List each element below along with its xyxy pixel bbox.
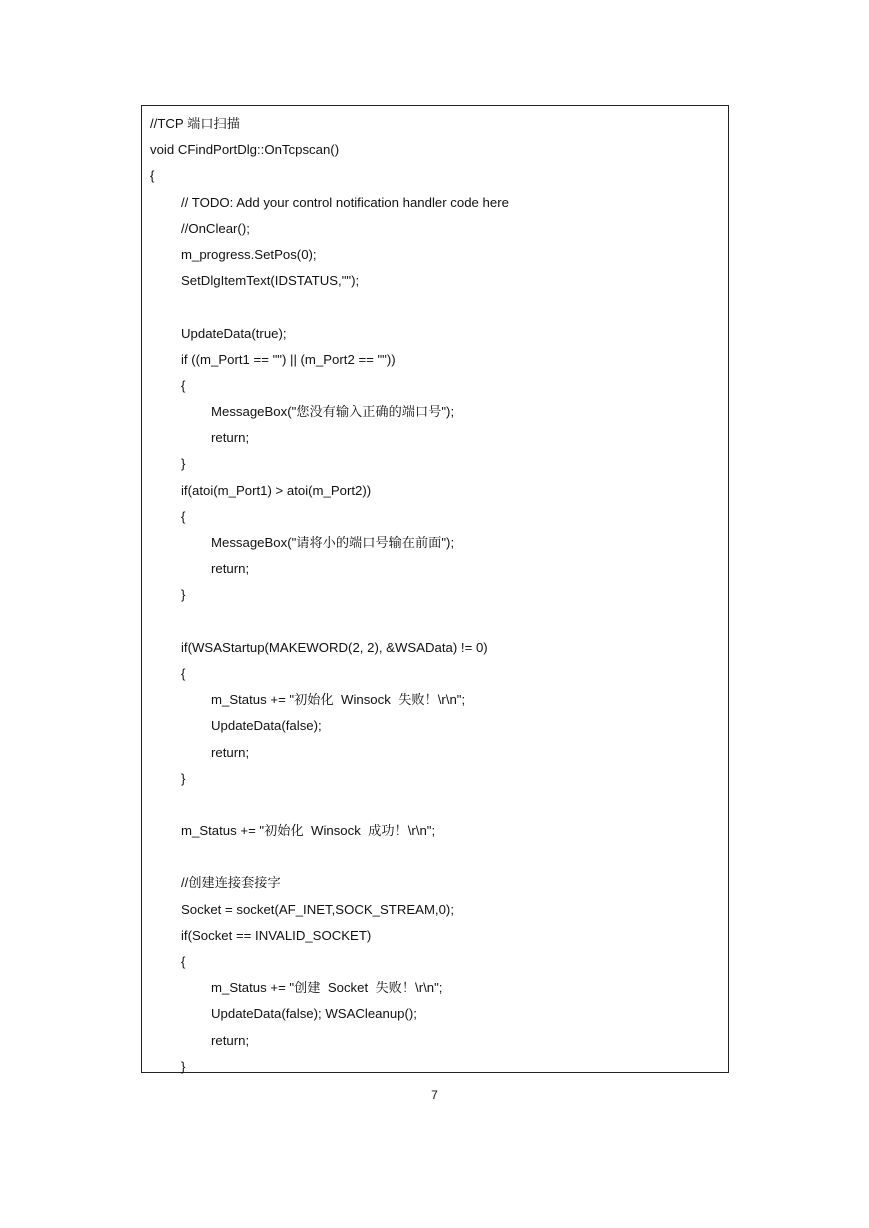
code-line: UpdateData(false);	[211, 718, 322, 734]
page-number: 7	[431, 1088, 438, 1102]
code-line: void CFindPortDlg::OnTcpscan()	[150, 142, 340, 158]
code-line: //创建连接套接字	[181, 875, 281, 891]
code-line: UpdateData(true);	[181, 325, 287, 341]
code-line: SetDlgItemText(IDSTATUS,"");	[181, 273, 360, 289]
code-line: {	[181, 665, 186, 681]
code-line: {	[181, 954, 186, 969]
code-line: m_Status += "创建 Socket 失败！\r\n";	[211, 980, 443, 996]
code-line: //TCP 端口扫描	[150, 116, 240, 131]
code-line: {	[150, 168, 155, 184]
code-line: if ((m_Port1 == "") || (m_Port2 == ""))	[181, 351, 396, 367]
code-line: }	[181, 770, 186, 786]
code-line	[150, 792, 509, 818]
code-line: //OnClear();	[181, 220, 250, 236]
code-line	[150, 294, 509, 320]
code-line: if(WSAStartup(MAKEWORD(2, 2), &WSAData) != 0)	[181, 639, 488, 655]
code-line: }	[181, 587, 186, 603]
code-line: MessageBox("请将小的端口号输在前面");	[211, 535, 455, 550]
code-lines	[150, 111, 509, 1080]
code-line	[150, 844, 509, 870]
code-line: {	[181, 508, 186, 524]
code-line	[150, 609, 509, 635]
code-line: // TODO: Add your control notification handler code here	[181, 194, 509, 210]
code-line: m_Status += "初始化 Winsock 失败！\r\n";	[211, 692, 466, 708]
code-line: if(Socket == INVALID_SOCKET)	[181, 927, 372, 943]
code-line: {	[181, 377, 186, 393]
code-line: return;	[211, 561, 250, 577]
code-line: m_progress.SetPos(0);	[181, 246, 317, 262]
code-line: if(atoi(m_Port1) > atoi(m_Port2))	[181, 482, 372, 498]
code-line: UpdateData(false); WSACleanup();	[211, 1006, 417, 1022]
code-listing-box	[141, 105, 729, 1073]
code-line: return;	[211, 744, 250, 760]
code-line: }	[181, 1058, 186, 1074]
code-line: m_Status += "初始化 Winsock 成功！\r\n";	[181, 823, 436, 839]
code-line: Socket = socket(AF_INET,SOCK_STREAM,0);	[181, 901, 454, 917]
code-line: }	[181, 456, 186, 472]
code-line: MessageBox("您没有输入正确的端口号");	[211, 404, 455, 420]
code-line: return;	[211, 1032, 250, 1048]
code-line: return;	[211, 430, 250, 446]
